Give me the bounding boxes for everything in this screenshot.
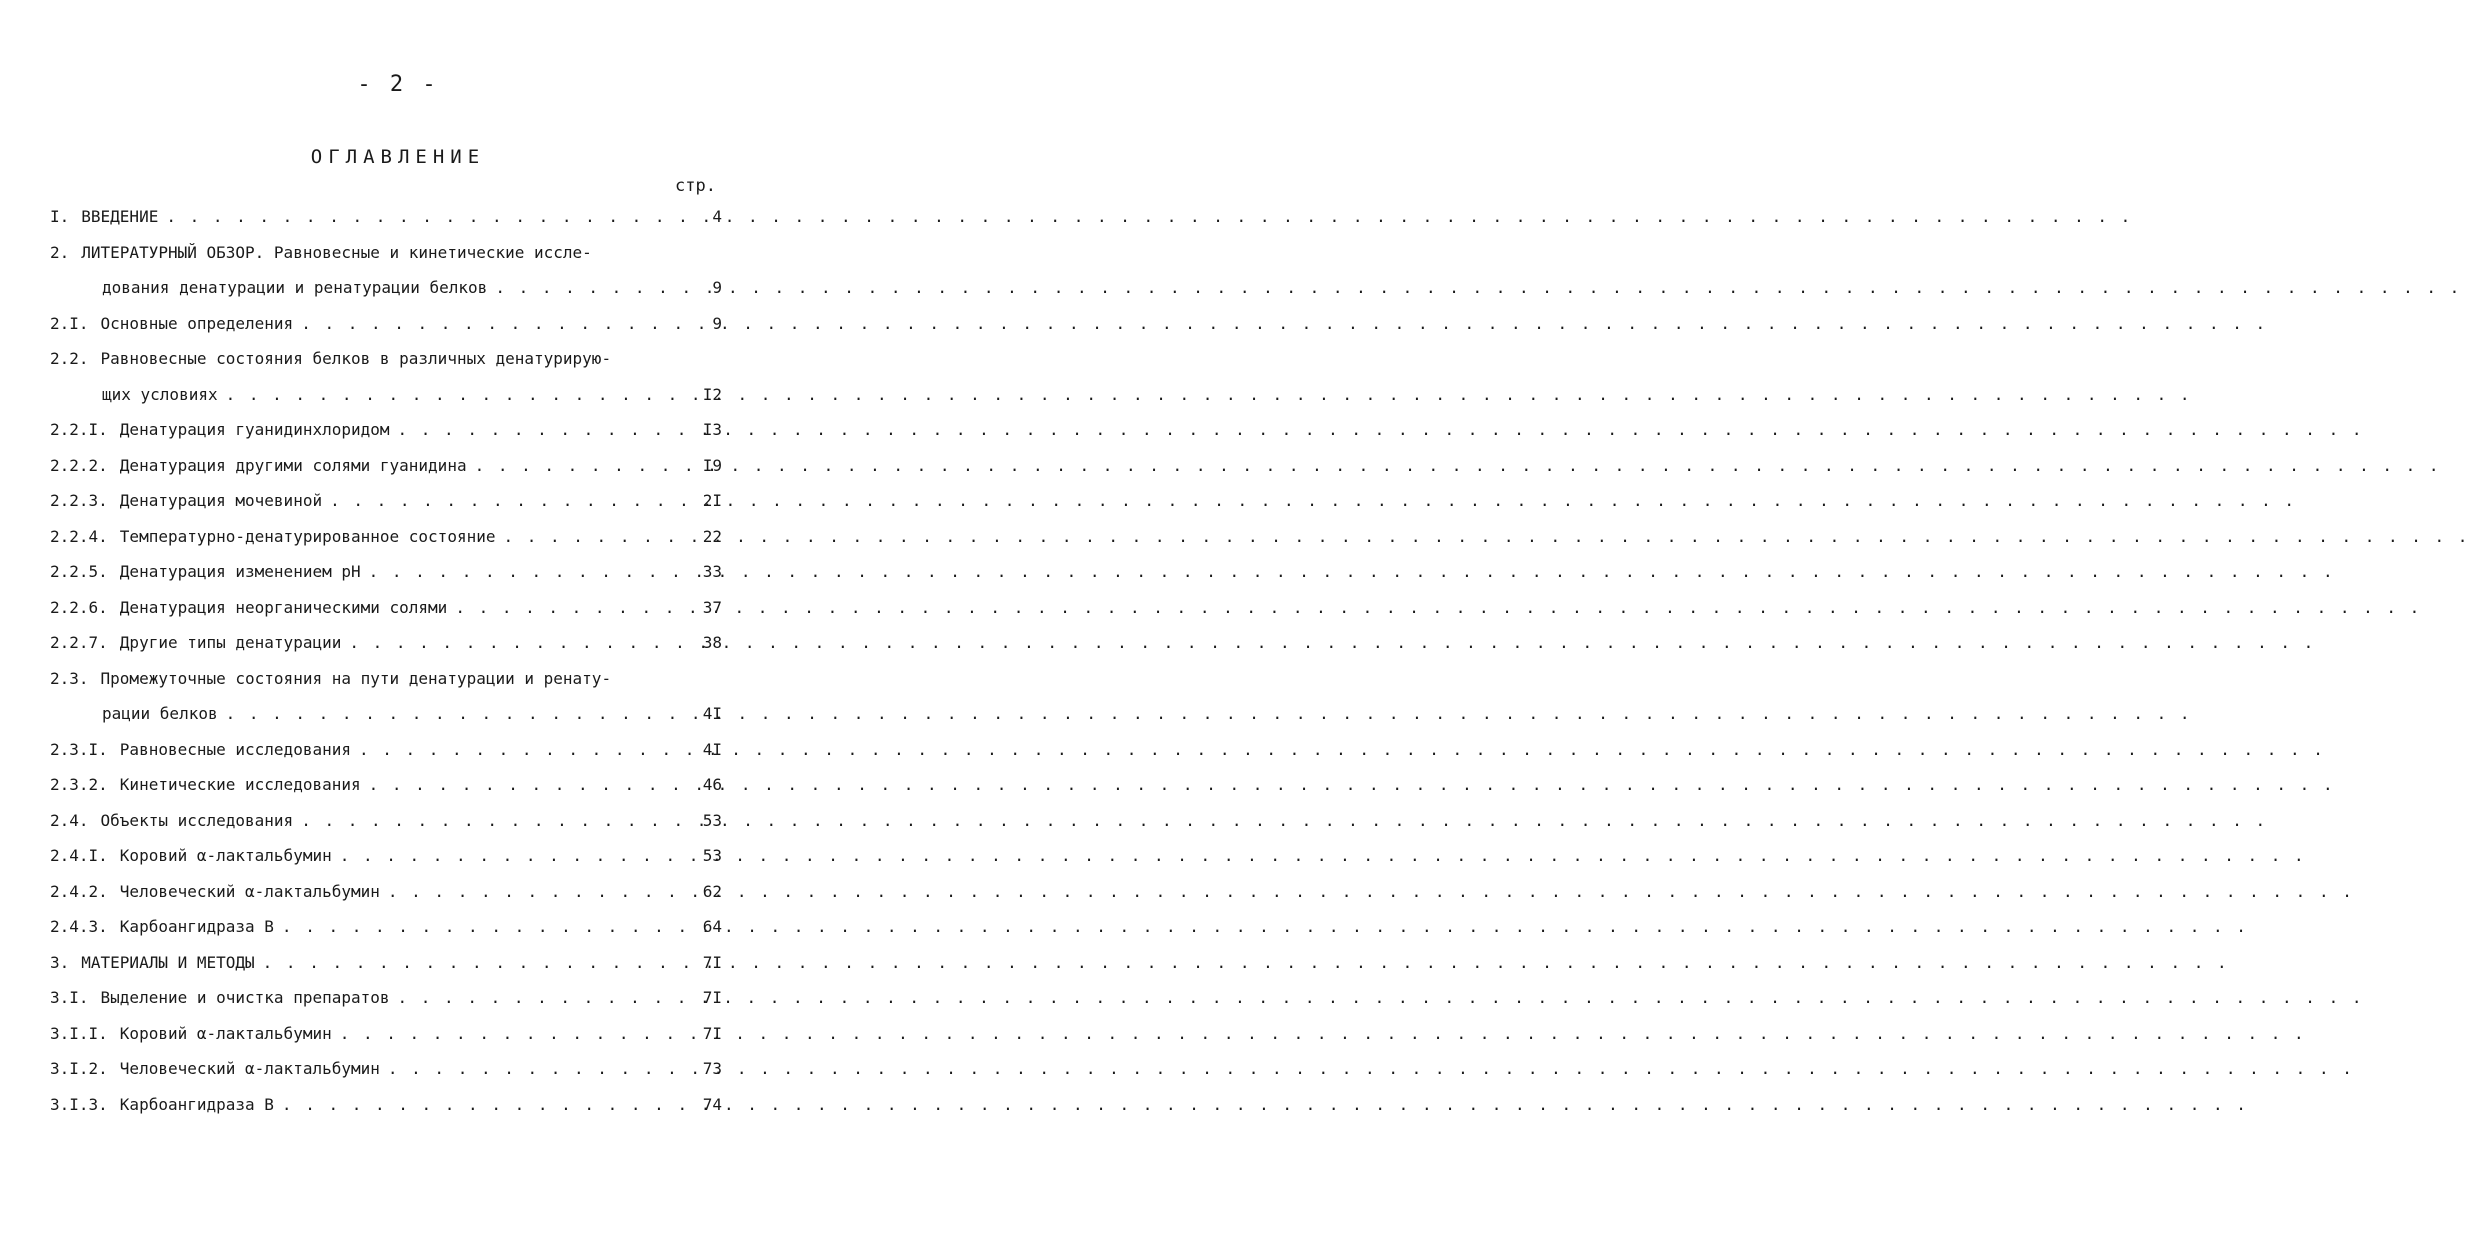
dot-leader	[349, 625, 2315, 661]
toc-entry-continuation	[50, 377, 722, 413]
toc-entry-number: 2.2.5.	[50, 562, 108, 581]
toc-entry-number: 2.2.4.	[50, 526, 108, 546]
toc-entry	[50, 980, 722, 1016]
toc-entry-number: 2.2.	[50, 349, 89, 368]
toc-entry-number: I.	[50, 207, 70, 226]
toc-entry-page: 9	[712, 278, 722, 297]
toc-entry	[50, 448, 722, 484]
toc-entry-text: Объекты исследования	[100, 810, 294, 830]
dot-leader	[359, 732, 2325, 768]
toc-entry-page: 73	[702, 1059, 722, 1078]
toc-entry-number: 2.2.2.	[50, 455, 108, 475]
dot-leader	[282, 909, 2248, 945]
toc-entry	[50, 732, 722, 768]
toc-entry	[50, 341, 722, 377]
dot-leader	[503, 519, 2469, 555]
dot-leader	[226, 696, 2192, 732]
toc-entry-number: 2.2.I.	[50, 420, 108, 439]
toc-entry-page: 33	[702, 562, 722, 581]
toc-entry-text: Денатурация мочевиной	[119, 491, 323, 510]
toc-entry-text: Карбоангидраза B	[119, 917, 274, 936]
toc-entry-number: 3.I.	[50, 988, 89, 1007]
toc-entry-page: 7I	[702, 1023, 722, 1043]
dot-leader	[330, 483, 2296, 519]
toc-entry-page: 9	[712, 313, 722, 333]
page-title: ОГЛАВЛЕНИЕ	[310, 146, 486, 168]
toc-entry-text: Коровий α-лактальбумин	[119, 1023, 332, 1043]
page-column-label: стр.	[675, 176, 716, 196]
toc-entry-text: Денатурация неорганическими солями	[119, 597, 448, 617]
toc-entry-text: ВВЕДЕНИЕ	[81, 207, 159, 226]
toc-entry	[50, 838, 722, 874]
toc-entry-number: 2.3.	[50, 668, 89, 688]
dot-leader	[455, 590, 2421, 626]
toc-entry-page: 64	[702, 917, 722, 936]
page-number: - 2 -	[357, 72, 439, 97]
toc-entry-text: МАТЕРИАЛЫ И МЕТОДЫ	[81, 952, 255, 972]
toc-entry-text: Человеческий α-лактальбумин	[119, 881, 380, 901]
toc-entry-number: 3.I.2.	[50, 1059, 108, 1078]
toc-entry	[50, 483, 722, 519]
toc-entry-text: Карбоангидраза B	[119, 1094, 274, 1114]
toc-entry	[50, 909, 722, 945]
toc-entry-text: Равновесные исследования	[119, 739, 351, 759]
dot-leader	[369, 767, 2335, 803]
toc-entry-text-continued: дования денатурации и ренатурации белков	[102, 278, 488, 297]
toc-entry-text-continued: рации белков	[102, 704, 218, 723]
dot-leader	[226, 377, 2192, 413]
toc-entry-page: 62	[702, 881, 722, 901]
toc-entry	[50, 625, 722, 661]
toc-entry-page: 2I	[702, 491, 722, 510]
toc-entry-text: Кинетические исследования	[119, 775, 361, 794]
toc-entry-page: 46	[702, 775, 722, 794]
toc-entry	[50, 874, 722, 910]
toc-entry-page: I9	[702, 455, 722, 475]
toc-entry-text: Денатурация гуанидинхлоридом	[119, 420, 390, 439]
toc-entry-page: 4	[712, 207, 722, 226]
dot-leader	[369, 554, 2335, 590]
toc-entry	[50, 767, 722, 803]
toc-entry	[50, 1051, 722, 1087]
toc-entry	[50, 590, 722, 626]
toc-entry-number: 3.	[50, 952, 70, 972]
toc-entry-text-continued: щих условиях	[102, 384, 218, 404]
toc-entry-page: 38	[702, 633, 722, 652]
toc-entry-page: 4I	[702, 739, 722, 759]
dot-leader	[340, 1016, 2306, 1052]
toc-entry-number: 2.	[50, 242, 70, 262]
dot-leader	[282, 1087, 2248, 1123]
toc-entry	[50, 661, 722, 697]
toc-entry	[50, 554, 722, 590]
dot-leader	[166, 199, 2132, 235]
toc-entry-text: Равновесные состояния белков в различных денатурирую-	[100, 349, 612, 368]
toc-entry-text: Температурно-денатурированное состояние	[119, 526, 496, 546]
toc-entry-text: Денатурация изменением pH	[119, 562, 361, 581]
toc-entry-continuation	[50, 696, 722, 732]
toc-entry-number: 2.2.3.	[50, 491, 108, 510]
toc-entry-number: 2.2.6.	[50, 597, 108, 617]
toc-entry-page: 4I	[702, 704, 722, 723]
toc-entry-page: I2	[702, 384, 722, 404]
toc-entry-page: 37	[702, 597, 722, 617]
toc-entry-page: 74	[702, 1094, 722, 1114]
toc-entry-page: 22	[702, 526, 722, 546]
toc-entry	[50, 412, 722, 448]
toc-entry-page: 53	[702, 846, 722, 865]
toc-entry-page: 7I	[702, 988, 722, 1007]
toc-entry-number: 2.I.	[50, 313, 89, 333]
toc-entry-number: 2.2.7.	[50, 633, 108, 652]
toc-entry-text: Человеческий α-лактальбумин	[119, 1059, 380, 1078]
toc-entry	[50, 1087, 722, 1123]
toc-entry-text: Коровий α-лактальбумин	[119, 846, 332, 865]
toc-entry-number: 2.4.2.	[50, 881, 108, 901]
toc-entry	[50, 1016, 722, 1052]
toc-entry-page: 7I	[702, 952, 722, 972]
toc-entry-number: 2.3.I.	[50, 739, 108, 759]
toc-entry	[50, 306, 722, 342]
table-of-contents	[50, 199, 722, 1122]
toc-entry-text: Промежуточные состояния на пути денатурации и ренату-	[100, 668, 612, 688]
toc-entry-continuation	[50, 270, 722, 306]
toc-entry-text: Денатурация другими солями гуанидина	[119, 455, 467, 475]
dot-leader	[475, 448, 2441, 484]
dot-leader	[301, 306, 2267, 342]
toc-entry-number: 2.4.	[50, 810, 89, 830]
toc-entry-text: Основные определения	[100, 313, 294, 333]
toc-entry-text: Выделение и очистка препаратов	[100, 988, 390, 1007]
toc-entry-number: 2.4.3.	[50, 917, 108, 936]
dot-leader	[340, 838, 2306, 874]
toc-entry	[50, 199, 722, 235]
toc-entry	[50, 803, 722, 839]
toc-entry	[50, 519, 722, 555]
toc-entry-page: 53	[702, 810, 722, 830]
toc-entry	[50, 235, 722, 271]
dot-leader	[263, 945, 2229, 981]
toc-entry-text: Другие типы денатурации	[119, 633, 342, 652]
toc-entry-number: 3.I.3.	[50, 1094, 108, 1114]
toc-entry-page: I3	[702, 420, 722, 439]
toc-entry-text: ЛИТЕРАТУРНЫЙ ОБЗОР. Равновесные и кинетические иссле-	[81, 242, 592, 262]
toc-entry	[50, 945, 722, 981]
toc-entry-number: 3.I.I.	[50, 1023, 108, 1043]
toc-entry-number: 2.3.2.	[50, 775, 108, 794]
dot-leader	[301, 803, 2267, 839]
dot-leader	[495, 270, 2461, 306]
toc-entry-number: 2.4.I.	[50, 846, 108, 865]
